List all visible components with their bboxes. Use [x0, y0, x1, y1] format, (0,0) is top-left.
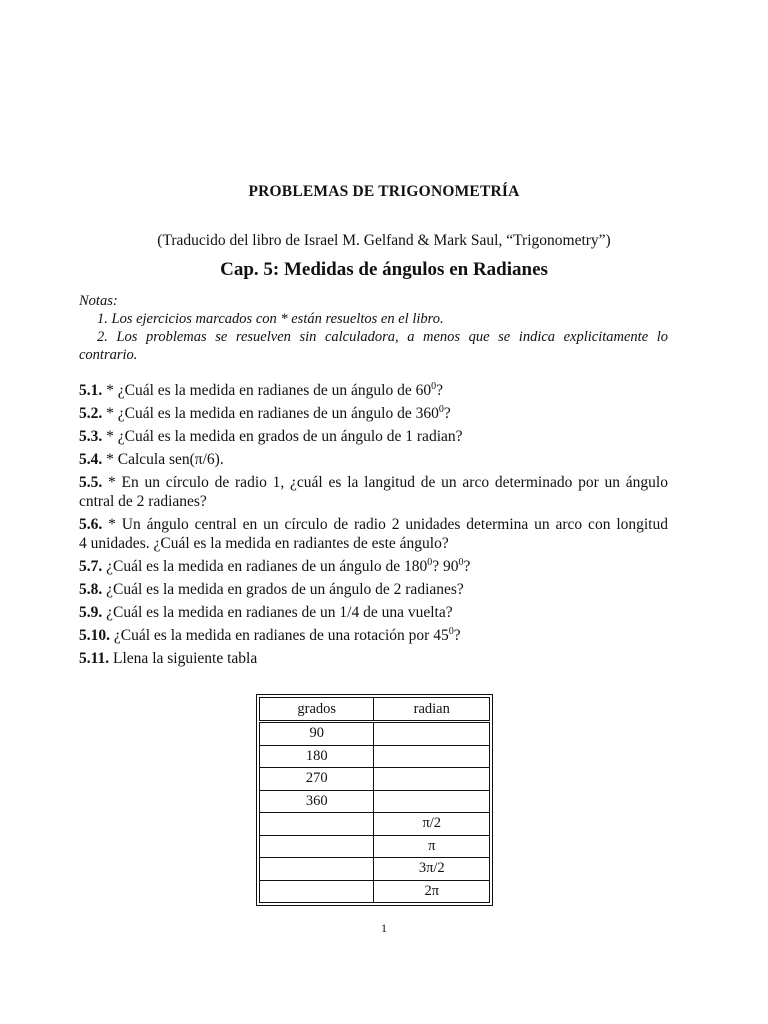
problem-line-2: cntral de 2 radianes? [79, 493, 207, 510]
problem-5-11 [79, 649, 668, 672]
conversion-table-frame [256, 694, 493, 906]
problem-5-4 [79, 450, 668, 473]
problem-text-end: ? [436, 382, 443, 399]
cell-radian: 2π [374, 880, 490, 903]
cell-radian: π [374, 835, 490, 858]
header-radian: radian [374, 698, 490, 722]
notes-heading: Notas: [79, 293, 118, 309]
problem-line-1 [79, 515, 668, 534]
problem-number: 5.7. [79, 558, 103, 575]
problem-number: 5.2. [79, 405, 103, 422]
problem-number: 5.1. [79, 382, 103, 399]
problem-text: Llena la siguiente tabla [109, 650, 258, 667]
cell-grados: 90 [260, 722, 374, 746]
problem-text-end: ? [453, 627, 461, 644]
table-row [260, 722, 490, 746]
note-1: 1. Los ejercicios marcados con * están resueltos en el libro. [97, 311, 444, 327]
cell-grados: 180 [260, 745, 374, 768]
problem-text: * En un círculo de radio 1, ¿cuál es la langitud de un arco determinado por un ángulo [102, 474, 668, 491]
problem-5-10 [79, 626, 668, 649]
problem-text: * ¿Cuál es la medida en radianes de un ángulo de 360 [102, 405, 439, 422]
problem-5-9 [79, 603, 668, 626]
table-row [260, 745, 490, 768]
problem-5-5 [79, 473, 668, 515]
cell-grados: 270 [260, 768, 374, 791]
conversion-table [259, 697, 490, 903]
problem-text: ¿Cuál es la medida en radianes de una rotación por 45 [110, 627, 449, 644]
problem-number: 5.9. [79, 604, 103, 621]
problem-text: ¿Cuál es la medida en radianes de un 1/4 de una vuelta? [102, 604, 453, 621]
problem-number: 5.3. [79, 428, 103, 445]
cell-grados: 360 [260, 790, 374, 813]
problem-5-3 [79, 427, 668, 450]
degree-superscript-2: 0 [458, 557, 464, 568]
cell-radian [374, 722, 490, 746]
table-header-row [260, 698, 490, 722]
page-number: 1 [381, 921, 387, 935]
cell-grados [260, 835, 374, 858]
problem-text: * Un ángulo central en un círculo de radio 2 unidades determina un arco con longitud [102, 516, 668, 533]
problem-text: ¿Cuál es la medida en radianes de un ángulo de 180 [102, 558, 428, 575]
problem-5-7 [79, 557, 668, 580]
degree-superscript: 0 [448, 626, 454, 637]
problem-5-8 [79, 580, 668, 603]
degree-superscript: 0 [427, 557, 433, 568]
note-2-line-2: contrario. [79, 347, 138, 363]
problem-number: 5.11. [79, 650, 110, 667]
notes-section [79, 292, 668, 364]
problem-text: * Calcula sen(π/6). [102, 451, 224, 468]
table-row [260, 813, 490, 836]
problem-text-mid: ? 90 [432, 558, 459, 575]
degree-superscript: 0 [438, 404, 444, 415]
problem-text-end: ? [463, 558, 471, 575]
cell-radian: π/2 [374, 813, 490, 836]
cell-grados [260, 813, 374, 836]
chapter-title: Cap. 5: Medidas de ángulos en Radianes [220, 259, 548, 280]
problem-number: 5.6. [79, 516, 103, 533]
note-2-line-1: 2. Los problemas se resuelven sin calculadora, a menos que se indica explicitamente lo [97, 329, 668, 345]
problem-5-1 [79, 381, 668, 404]
problem-text-end: ? [443, 405, 451, 422]
problem-text: * ¿Cuál es la medida en radianes de un ángulo de 60 [102, 382, 432, 399]
cell-grados [260, 858, 374, 881]
problem-number: 5.8. [79, 581, 103, 598]
problem-list [79, 381, 668, 672]
degree-superscript: 0 [431, 381, 437, 392]
problem-line-2: 4 unidades. ¿Cuál es la medida en radiantes de este ángulo? [79, 535, 449, 552]
problem-text: * ¿Cuál es la medida en grados de un ángulo de 1 radian? [102, 428, 463, 445]
table-row [260, 880, 490, 903]
problem-number: 5.4. [79, 451, 103, 468]
problem-line-1 [79, 473, 668, 492]
cell-grados [260, 880, 374, 903]
page-title: PROBLEMAS DE TRIGONOMETRÍA [248, 183, 520, 200]
table-row [260, 858, 490, 881]
table-row [260, 835, 490, 858]
cell-radian [374, 768, 490, 791]
cell-radian [374, 790, 490, 813]
cell-radian: 3π/2 [374, 858, 490, 881]
table-row [260, 790, 490, 813]
problem-text: ¿Cuál es la medida en grados de un ángulo de 2 radianes? [102, 581, 464, 598]
table-row [260, 768, 490, 791]
problem-5-6 [79, 515, 668, 557]
header-grados: grados [260, 698, 374, 722]
problem-number: 5.10. [79, 627, 110, 644]
cell-radian [374, 745, 490, 768]
problem-number: 5.5. [79, 474, 103, 491]
subtitle: (Traducido del libro de Israel M. Gelfand & Mark Saul, “Trigonometry”) [157, 232, 611, 249]
problem-5-2 [79, 404, 668, 427]
